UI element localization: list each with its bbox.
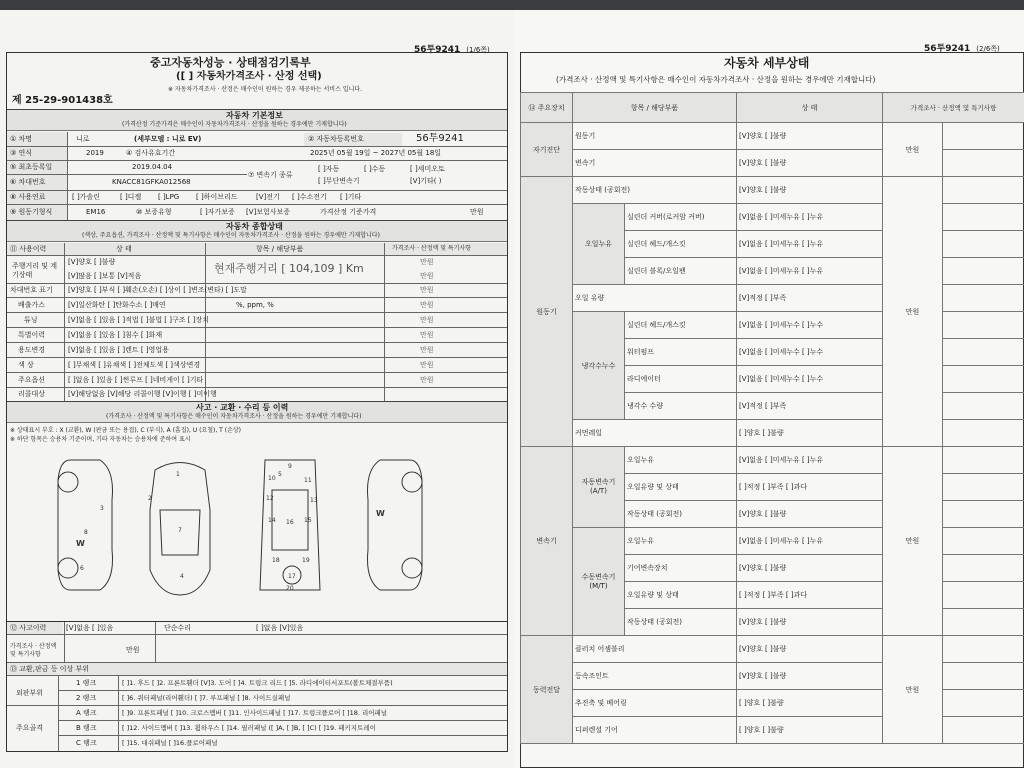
front-left-wheel-icon xyxy=(58,472,78,492)
inspection-record-page-1 xyxy=(0,10,514,768)
car-name: 니로 xyxy=(76,135,90,143)
row-item: 추진축 및 베어링 xyxy=(573,690,737,717)
part-mark-19: 19 xyxy=(302,557,310,564)
row-item: 오일유량 및 상태 xyxy=(625,474,737,501)
row-state: [V]없음 [ ]미세누유 [ ]누유 xyxy=(737,204,883,231)
row-state: [ ]양호 [ ]불량 xyxy=(737,420,883,447)
part-mark-13: 13 xyxy=(310,497,318,504)
part-mark-4: 4 xyxy=(180,573,184,580)
part-mark-8: 8 xyxy=(84,529,88,536)
use-change-state: [V]없음 [ ]있음 [ ]렌트 [ ]영업용 xyxy=(68,346,169,354)
part-mark-17: 17 xyxy=(288,573,296,580)
accident-title: 사고 · 교환 · 수리 등 이력 xyxy=(196,403,289,412)
row-item: 실린더 헤드/개스킷 xyxy=(625,312,737,339)
row-state: [V]양호 [ ]불량 xyxy=(737,663,883,690)
table-row xyxy=(521,150,1024,177)
basic-info-title: 자동차 기본정보 xyxy=(226,111,283,120)
rear-left-wheel-icon xyxy=(58,558,78,578)
col-use-history: ⑪ 사용이력 xyxy=(10,245,47,253)
fuel-label: ⑧ 사용연료 xyxy=(10,193,46,201)
vin-label: ⑥ 차대번호 xyxy=(10,178,46,186)
row-item: 작동상태 (공회전) xyxy=(625,609,737,636)
row-state: [V]적정 [ ]부족 xyxy=(737,393,883,420)
table-row xyxy=(521,717,1024,744)
part-mark-18: 18 xyxy=(272,557,280,564)
table-row xyxy=(521,312,1024,339)
row-item: 커먼레일 xyxy=(573,420,737,447)
status-legend: ※ 상태표시 부호 : X (교환), W (판금 또는 용접), C (부식), A (흠집), U (요철), T (손상) xyxy=(10,427,242,434)
year-label: ③ 연식 xyxy=(10,149,33,157)
accident-price-unit: 만원 xyxy=(126,646,140,654)
status-legend-2: ※ 하단 항목은 승용차 기준이며, 기타 자동차는 승용차에 준하여 표시 xyxy=(10,436,191,443)
car-body-diagram xyxy=(40,450,480,600)
row-state: [V]없음 [ ]미세누유 [ ]누유 xyxy=(737,447,883,474)
trans-manual: [ ]수동 xyxy=(364,165,386,173)
engine-type-label: ⑨ 원동기형식 xyxy=(10,208,53,216)
document-subnote: ※ 자동차가격조사 · 산정은 매수인이 원하는 경우 제공하는 서비스 입니다. xyxy=(168,86,363,93)
rank-a: A 랭크 xyxy=(76,709,97,717)
engine-type: EM16 xyxy=(86,208,106,216)
recall-state: [V]해당없음 [V]해당 리콜이행 [V]이행 [ ]미이행 xyxy=(68,390,217,398)
row-item: 변속기 xyxy=(573,150,737,177)
status-note: (색상, 주요옵션, 가격조사 · 산정액 및 특기사항은 매수인이 자동차가격조사 · 산정을 원하는 경우에만 기재합니다) xyxy=(82,232,380,239)
subgroup-auto: 자동변속기 (A/T) xyxy=(573,447,625,528)
part-mark-7: 7 xyxy=(178,527,182,534)
row-state: [V]적정 [ ]부족 xyxy=(737,285,883,312)
special-history-state: [V]없음 [ ]있음 [ ]침수 [ ]화재 xyxy=(68,331,163,339)
trans-semiauto: [ ]세미오토 xyxy=(410,165,445,173)
simple-repair-label: 단순수리 xyxy=(164,624,192,632)
col-state: 상 태 xyxy=(116,245,132,253)
row-item: 라디에이터 xyxy=(625,366,737,393)
mark-w-right: W xyxy=(376,509,385,518)
row-state: [V]양호 [ ]불량 xyxy=(737,609,883,636)
option-label: 주요옵션 xyxy=(18,376,46,384)
simple-repair-state: [ ]없음 [V]있음 xyxy=(256,624,304,632)
inspection-record-page-2 xyxy=(514,10,1024,768)
part-mark-11: 11 xyxy=(304,477,312,484)
vin-display-state: [V]양호 [ ]부식 [ ]훼손(오손) [ ]상이 [ ]변조(변타) [ ]도말 xyxy=(68,286,247,294)
outer-panel-label: 외판부위 xyxy=(16,689,44,697)
part-mark-9: 9 xyxy=(288,463,292,470)
transmission-label: ⑦ 변속기 종류 xyxy=(248,171,293,179)
trans-auto: [ ]자동 xyxy=(318,165,340,173)
warranty-self: [ ]자가보증 xyxy=(200,208,235,216)
row-state: [ ]적정 [ ]부족 [ ]과다 xyxy=(737,582,883,609)
col-price: 가격조사 · 산정액 및 특기사항 xyxy=(883,93,1024,123)
row-item: 작동상태 (공회전) xyxy=(573,177,737,204)
row-state: [V]양호 [ ]불량 xyxy=(737,636,883,663)
table-row xyxy=(521,447,1024,474)
row-item: 작동상태 (공회전) xyxy=(625,501,737,528)
row-item: 등속조인트 xyxy=(573,663,737,690)
rank-1: 1 랭크 xyxy=(76,679,97,687)
price-basis-label: 가격산정 기준가격 xyxy=(320,208,377,216)
rank-b: B 랭크 xyxy=(76,724,97,732)
row-item: 냉각수 수량 xyxy=(625,393,737,420)
part-mark-20: 20 xyxy=(286,585,294,592)
power-price: 만원 xyxy=(883,636,943,744)
detail-note: (가격조사 · 산정액 및 특기사항은 매수인이 자동차가격조사 · 산정을 원하는 경우에만 기재합니다) xyxy=(556,75,876,84)
document-subtitle: ([ ] 자동차가격조사 · 산정 선택) xyxy=(176,71,322,82)
first-reg: 2019.04.04 xyxy=(132,163,173,171)
row-item: 오일누유 xyxy=(625,528,737,555)
exhaust-state: [V]일산화탄 [ ]탄화수소 [ ]매연 xyxy=(68,301,166,309)
accident-history-state: [V]없음 [ ]있음 xyxy=(66,624,114,632)
parts-row-3: [ ]9. 프론트패널 [ ]10. 크로스멤버 [ ]11. 인사이드패널 [ ]17. 트렁크플로어 [ ]18. 리어패널 xyxy=(122,709,388,717)
part-mark-5: 5 xyxy=(278,471,282,478)
part-mark-3: 3 xyxy=(100,505,104,512)
col-price: 가격조사 · 산정액 및 특기사항 xyxy=(392,245,472,252)
accident-history-label: ⑫ 사고이력 xyxy=(10,624,47,632)
subgroup-coolant: 냉각수누수 xyxy=(573,312,625,420)
use-change-label: 용도변경 xyxy=(18,346,46,354)
page-indicator: (1/6쪽) xyxy=(466,46,490,54)
col-detail: 항목 / 해당부품 xyxy=(256,245,304,253)
fuel-hydrogen: [ ]수소전기 xyxy=(292,193,327,201)
row-item: 기어변속장치 xyxy=(625,555,737,582)
color-unit: 만원 xyxy=(420,361,434,369)
exhaust-label: 배출가스 xyxy=(18,301,46,309)
row-item: 실린더 헤드/개스킷 xyxy=(625,231,737,258)
year: 2019 xyxy=(86,149,104,157)
tuning-label: 튜닝 xyxy=(24,316,38,324)
special-unit: 만원 xyxy=(420,331,434,339)
page-indicator-2: (2/6쪽) xyxy=(976,45,1000,53)
row-state: [ ]적정 [ ]부족 [ ]과다 xyxy=(737,474,883,501)
warranty-label: ⑩ 보증유형 xyxy=(136,208,172,216)
car-left-side-outline xyxy=(58,460,113,590)
rear-right-wheel-icon xyxy=(402,558,422,578)
part-mark-10: 10 xyxy=(268,475,276,482)
fuel-hybrid: [ ]하이브리드 xyxy=(196,193,238,201)
group-transmission: 변속기 xyxy=(521,447,573,636)
row-state: [V]없음 [ ]미세누수 [ ]누수 xyxy=(737,366,883,393)
option-state: [ ]없음 [ ]있음 [ ]썬루프 [ ]네비게이 [ ]기타 xyxy=(68,376,204,384)
validity-label: ④ 검사유효기간 xyxy=(126,149,176,157)
parts-row-1: [ ]1. 후드 [ ]2. 프론트휀더 [V]3. 도어 [ ]4. 트렁크 리드 [ ]5. 라디에이터서포트(볼트체결부품) xyxy=(122,679,393,687)
vehicle-number-2: 56투9241 xyxy=(924,44,971,54)
exhaust-unit: 만원 xyxy=(420,301,434,309)
part-mark-6: 6 xyxy=(80,565,84,572)
first-reg-label: ⑤ 최초등록일 xyxy=(10,163,53,171)
validity: 2025년 05월 19일 ~ 2027년 05월 18일 xyxy=(310,149,442,157)
row-item: 디퍼렌셜 기어 xyxy=(573,717,737,744)
part-mark-12: 12 xyxy=(266,495,274,502)
vin-display-unit: 만원 xyxy=(420,286,434,294)
parts-row-2: [ ]6. 쿼터패널(리어휀더) [ ]7. 루프패널 [ ]8. 사이드실패널 xyxy=(122,694,291,702)
row-item: 클러치 어셈블리 xyxy=(573,636,737,663)
group-engine: 원동기 xyxy=(521,177,573,447)
tuning-state: [V]없음 [ ]있음 [ ]적법 [ ]불법 [ ]구조 [ ]장치 xyxy=(68,316,209,324)
table-row xyxy=(521,528,1024,555)
row-state: [V]없음 [ ]미세누수 [ ]누수 xyxy=(737,339,883,366)
row-item: 오일유량 및 상태 xyxy=(625,582,737,609)
row-state: [ ]양호 [ ]불량 xyxy=(737,717,883,744)
current-mileage: 현재주행거리 [ 104,109 ] Km xyxy=(214,262,364,275)
group-power: 동력전달 xyxy=(521,636,573,744)
reg-no-label: ② 자동차등록번호 xyxy=(308,135,364,143)
row-item: 원동기 xyxy=(573,123,737,150)
parts-row-4: [ ]12. 사이드멤버 [ ]13. 휠하우스 [ ]14. 필러패널 ([ ]A, [ ]B, [ ]C) [ ]19. 패키지트레이 xyxy=(122,724,376,732)
row-state: [V]없음 [ ]미세누수 [ ]누수 xyxy=(737,312,883,339)
mileage-amount-state: [V]많음 [ ]보통 [V]적음 xyxy=(68,272,142,280)
table-row xyxy=(521,636,1024,663)
table-row xyxy=(521,663,1024,690)
recall-label: 리콜대상 xyxy=(18,390,46,398)
car-right-side-outline xyxy=(368,460,423,590)
part-mark-2: 2 xyxy=(148,495,152,502)
vin: KNACC81GFKA012568 xyxy=(112,178,191,186)
row-state: [V]없음 [ ]미세누유 [ ]누유 xyxy=(737,528,883,555)
serial-number: 제 25-29-901438호 xyxy=(12,95,113,106)
row-item: 실린더 블록/오일팬 xyxy=(625,258,737,285)
row-item: 실린더 커버(로커암 커버) xyxy=(625,204,737,231)
mileage-price-unit: 만원 xyxy=(420,258,434,266)
parts-header: ⑬ 교환,판금 등 이상 부위 xyxy=(10,665,89,673)
row-item: 워터펌프 xyxy=(625,339,737,366)
use-change-unit: 만원 xyxy=(420,346,434,354)
trans-cvt: [ ]무단변속기 xyxy=(318,177,360,185)
col-device: ⑭ 주요장치 xyxy=(521,93,573,123)
mark-w-left: W xyxy=(76,539,85,548)
row-item: 오일 유량 xyxy=(573,285,737,312)
trans-other: [V]기타( ) xyxy=(410,177,442,185)
subgroup-manual: 수동변속기 (M/T) xyxy=(573,528,625,636)
rank-c: C 랭크 xyxy=(76,739,97,747)
vehicle-number: 56투9241 xyxy=(414,45,461,55)
color-label: 색 상 xyxy=(18,361,34,369)
detail-table-header xyxy=(521,93,1024,123)
table-row xyxy=(521,285,1024,312)
mileage-gauge-state: [V]양호 [ ]불량 xyxy=(68,258,116,266)
transmission-price: 만원 xyxy=(883,447,943,636)
row-state: [V]양호 [ ]불량 xyxy=(737,177,883,204)
fuel-other: [ ]기타 xyxy=(340,193,362,201)
table-row xyxy=(521,204,1024,231)
part-mark-1: 1 xyxy=(176,471,180,478)
row-item: 오일누유 xyxy=(625,447,737,474)
parts-row-5: [ ]15. 대쉬패널 [ ]16.플로어패널 xyxy=(122,739,218,747)
table-row xyxy=(521,177,1024,204)
vin-display-label: 차대번호 표기 xyxy=(10,286,53,294)
car-name-label: ① 차명 xyxy=(10,135,33,143)
rank-2: 2 랭크 xyxy=(76,694,97,702)
exhaust-units: %, ppm, % xyxy=(236,301,274,309)
main-frame-label: 주요골격 xyxy=(16,724,44,732)
fuel-gasoline: [ ]가솔린 xyxy=(72,193,100,201)
special-history-label: 특별이력 xyxy=(18,331,46,339)
basic-info-note: (가격산정 기준가격은 매수인이 자동차가격조사 · 산정을 원하는 경우에만 기재합니다) xyxy=(122,121,347,128)
col-item: 항목 / 해당부품 xyxy=(573,93,737,123)
part-mark-16: 16 xyxy=(286,519,294,526)
table-row xyxy=(521,420,1024,447)
row-state: [V]양호 [ ]불량 xyxy=(737,150,883,177)
table-row xyxy=(521,123,1024,150)
col-state: 상 태 xyxy=(737,93,883,123)
reg-no: 56투9241 xyxy=(416,133,464,144)
row-state: [V]양호 [ ]불량 xyxy=(737,555,883,582)
row-state: [V]양호 [ ]불량 xyxy=(737,123,883,150)
part-mark-14: 14 xyxy=(268,517,276,524)
engine-price: 만원 xyxy=(883,177,943,447)
fuel-diesel: [ ]디젤 xyxy=(120,193,142,201)
front-right-wheel-icon xyxy=(402,472,422,492)
row-state: [V]없음 [ ]미세누유 [ ]누유 xyxy=(737,258,883,285)
fuel-electric: [V]전기 xyxy=(256,193,280,201)
row-state: [ ]양호 [ ]불량 xyxy=(737,690,883,717)
row-state: [V]양호 [ ]불량 xyxy=(737,501,883,528)
detail-model: (세부모델 : 니로 EV) xyxy=(134,135,202,143)
fuel-lpg: [ ]LPG xyxy=(158,193,180,201)
subgroup-oil-leak: 오일누유 xyxy=(573,204,625,285)
selfdiag-price: 만원 xyxy=(883,123,943,177)
status-title: 자동차 종합상태 xyxy=(226,222,283,231)
price-basis-unit: 만원 xyxy=(470,208,484,216)
accident-note: (가격조사 · 산정액 및 특기사항은 매수인이 자동차가격조사 · 산정을 원하는 경우에만 기재합니다) xyxy=(106,413,362,420)
mileage-label: 주행거리 및 계기상태 xyxy=(12,262,58,279)
warranty-insurer: [V]보험사보증 xyxy=(246,208,291,216)
accident-price-label: 가격조사 · 산정액 및 특기사항 xyxy=(10,643,57,658)
mileage-price-unit-2: 만원 xyxy=(420,272,434,280)
table-row xyxy=(521,690,1024,717)
detail-title: 자동차 세부상태 xyxy=(724,56,810,70)
tuning-unit: 만원 xyxy=(420,316,434,324)
part-mark-15: 15 xyxy=(304,517,312,524)
row-state: [V]없음 [ ]미세누유 [ ]누유 xyxy=(737,231,883,258)
group-selfdiag: 자기진단 xyxy=(521,123,573,177)
option-unit: 만원 xyxy=(420,376,434,384)
detail-status-table xyxy=(520,92,1024,744)
document-title: 중고자동차성능 · 상태점검기록부 xyxy=(150,56,311,69)
color-state: [ ]무채색 [ ]유채색 [ ]전체도색 [ ]색상변경 xyxy=(68,361,201,369)
